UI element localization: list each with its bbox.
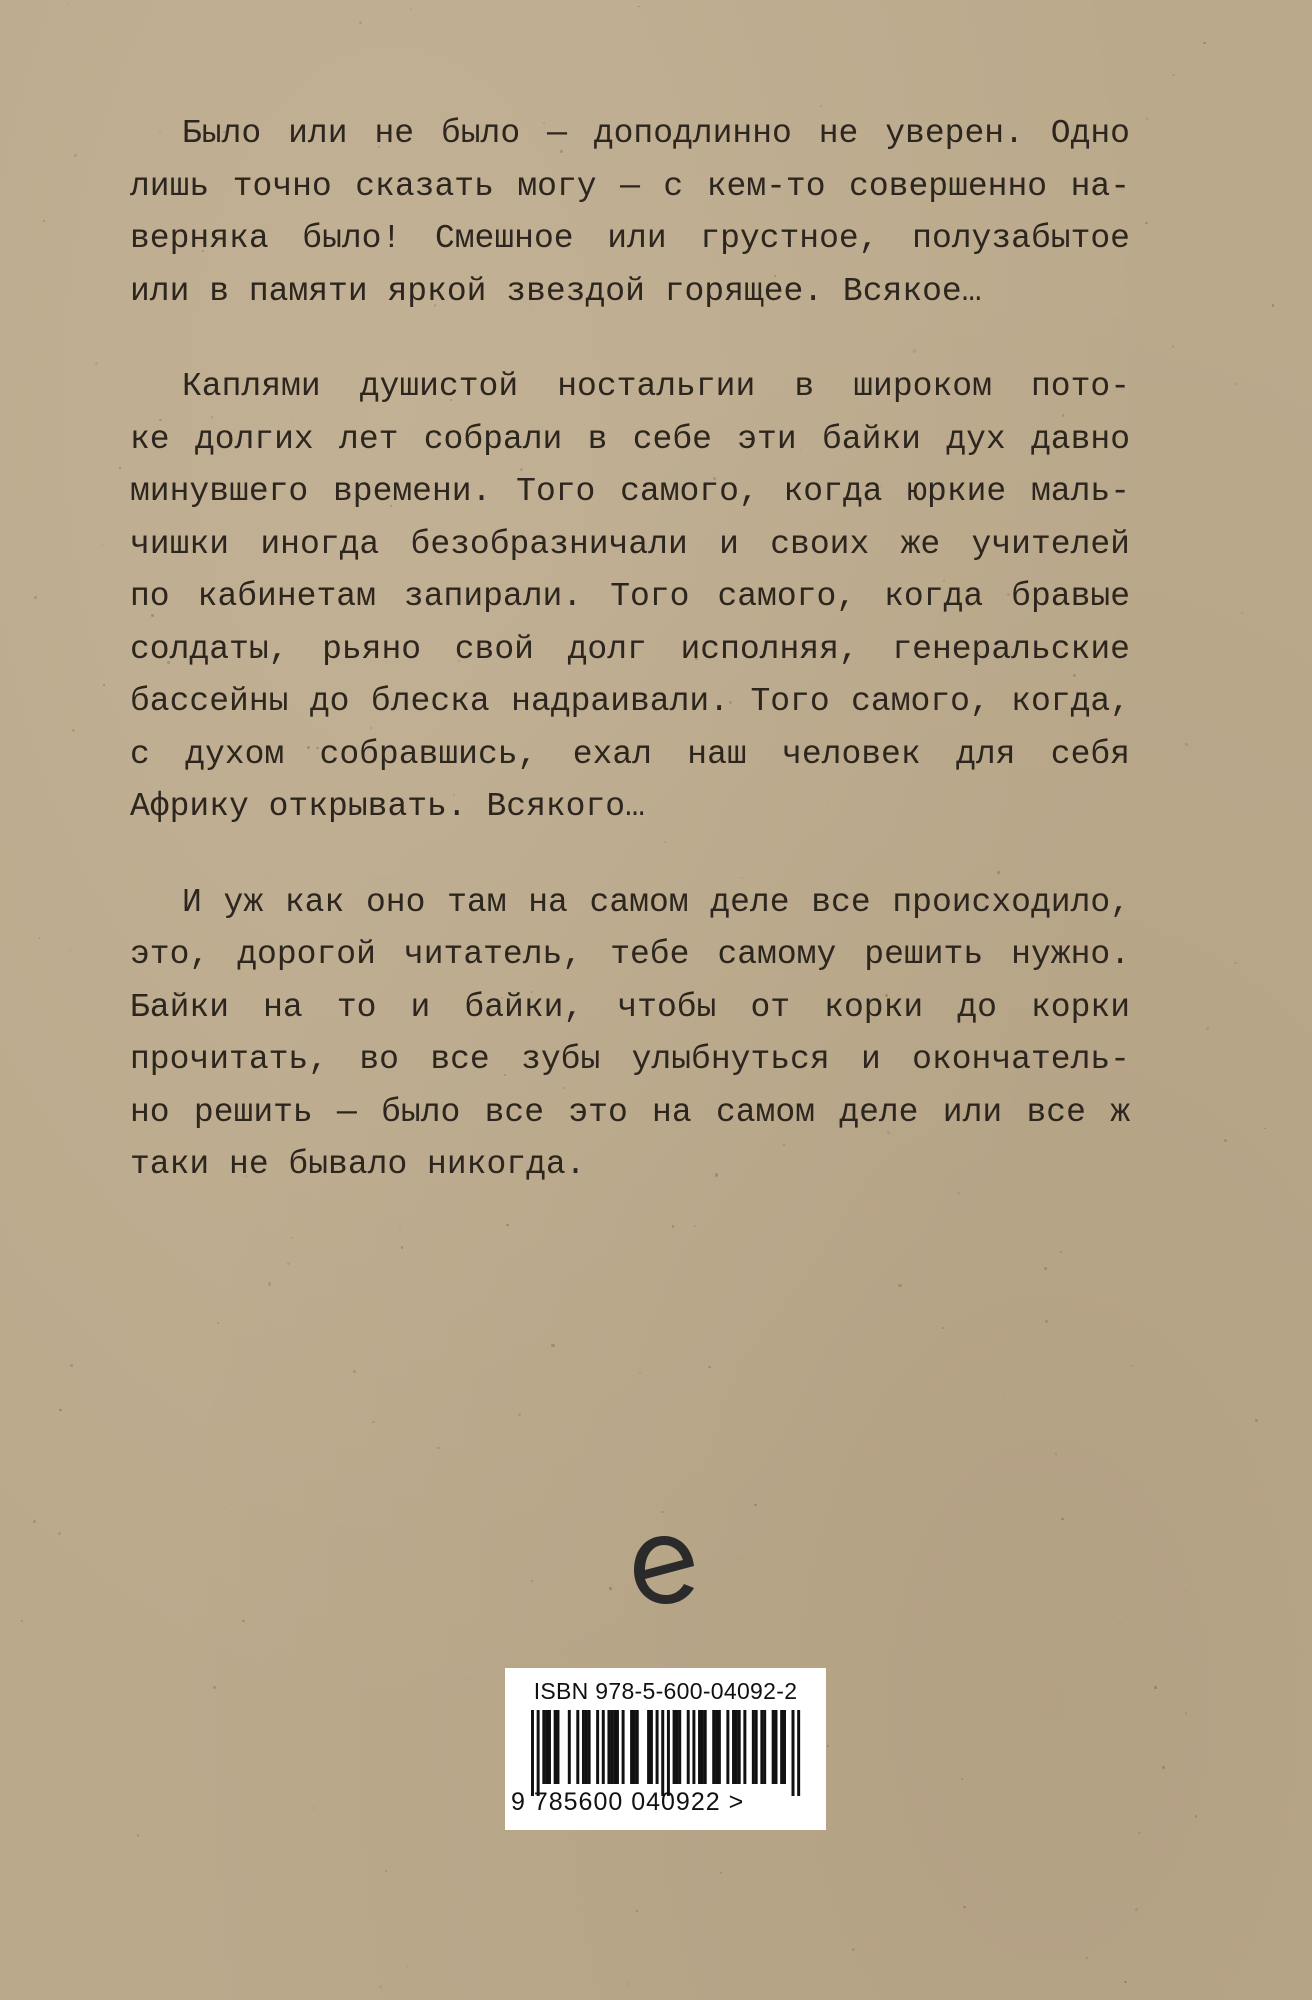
- barcode-bar: [633, 1710, 636, 1784]
- paper-speck: [58, 187, 59, 188]
- paper-speck: [34, 596, 37, 599]
- paper-speck: [359, 21, 362, 24]
- barcode-bar: [678, 1710, 681, 1784]
- barcode-bar: [715, 1710, 718, 1784]
- paper-speck: [1146, 117, 1149, 120]
- paper-speck: [551, 1344, 554, 1347]
- paper-speck: [401, 1246, 404, 1249]
- paper-speck: [898, 1782, 899, 1783]
- barcode-bar: [698, 1710, 701, 1784]
- barcode-bar: [630, 1710, 633, 1784]
- text-line: по кабинетам запирали. Того самого, когда бравые: [130, 578, 1130, 615]
- barcode-bar: [797, 1710, 800, 1796]
- barcode-bar: [675, 1710, 678, 1784]
- paper-speck: [852, 1948, 855, 1951]
- barcode-bar: [704, 1710, 707, 1784]
- paper-speck: [898, 1284, 901, 1287]
- paper-speck: [963, 1906, 966, 1909]
- barcode-bar: [554, 1710, 557, 1784]
- paper-speck: [1055, 1453, 1057, 1455]
- barcode-bar: [545, 1710, 548, 1784]
- paper-speck: [1224, 1139, 1227, 1142]
- barcode-bar: [613, 1710, 616, 1784]
- text-line: Байки на то и байки, чтобы от корки до корки: [130, 988, 1130, 1026]
- text-line: Африку открывать. Всякого…: [130, 788, 645, 825]
- paper-speck: [1154, 1686, 1157, 1689]
- blurb-paragraph-3: [130, 877, 1130, 1192]
- barcode-bar: [647, 1710, 650, 1784]
- text-line: но решить — было все это на самом деле или все ж: [130, 1093, 1130, 1131]
- barcode-bar: [610, 1710, 613, 1784]
- barcode-bar: [673, 1710, 676, 1784]
- barcode-bar: [622, 1710, 625, 1784]
- text-line: таки не бывало никогда.: [130, 1146, 586, 1183]
- barcode-bar: [656, 1710, 659, 1784]
- barcode-bar: [568, 1710, 571, 1784]
- text-line: с духом собравшись, ехал наш человек для себя: [130, 735, 1130, 773]
- eksmo-logo-icon: [628, 1530, 700, 1610]
- barcode-bars: [519, 1710, 812, 1796]
- paper-speck: [661, 1511, 663, 1513]
- barcode-bar: [780, 1710, 783, 1784]
- blurb-text: [130, 108, 1130, 1235]
- barcode-bar: [667, 1710, 670, 1796]
- barcode-bar: [548, 1710, 551, 1784]
- paper-speck: [95, 362, 98, 365]
- barcode-bar: [732, 1710, 735, 1784]
- barcode-bar: [692, 1710, 695, 1784]
- paper-speck: [1206, 1027, 1208, 1029]
- text-line: солдаты, рьяно свой долг исполняя, генеральские: [130, 630, 1130, 668]
- barcode-bar: [772, 1710, 775, 1784]
- text-line: это, дорогой читатель, тебе самому решить нужно.: [130, 936, 1130, 973]
- barcode-bar: [735, 1710, 738, 1784]
- barcode-bar: [752, 1710, 755, 1784]
- paper-speck: [1272, 304, 1275, 307]
- barcode-bar: [585, 1710, 588, 1784]
- paper-speck: [1077, 1818, 1078, 1819]
- paper-speck: [1203, 42, 1205, 44]
- paper-speck: [636, 1910, 638, 1912]
- barcode-bar: [687, 1710, 690, 1784]
- paper-speck: [70, 1364, 73, 1367]
- barcode-bar: [738, 1710, 741, 1784]
- barcode-bar: [650, 1710, 653, 1784]
- paper-speck: [72, 729, 75, 732]
- blurb-paragraph-2: [130, 361, 1130, 834]
- barcode-bar: [531, 1710, 534, 1796]
- barcode-bar: [661, 1710, 664, 1796]
- barcode-bar: [588, 1710, 591, 1784]
- paper-speck: [103, 684, 105, 686]
- paper-speck: [820, 105, 822, 107]
- text-line: ке долгих лет собрали в себе эти байки дух давно: [130, 420, 1130, 458]
- barcode-bar: [636, 1710, 639, 1784]
- barcode-bar: [616, 1710, 619, 1784]
- paper-speck: [372, 1421, 375, 1424]
- barcode-number: 9 785600 040922 >: [511, 1788, 745, 1816]
- paper-speck: [1172, 345, 1175, 348]
- barcode: [505, 1668, 826, 1830]
- text-line: прочитать, во все зубы улыбнуться и окончатель-: [130, 1041, 1130, 1078]
- barcode-bar: [760, 1710, 763, 1784]
- text-line: минувшего времени. Того самого, когда юркие маль-: [130, 473, 1130, 510]
- text-line: лишь точно сказать могу — с кем-то совершенно на-: [130, 167, 1130, 205]
- paper-speck: [217, 1322, 219, 1324]
- barcode-bar: [718, 1710, 721, 1784]
- barcode-bar: [792, 1710, 795, 1796]
- barcode-bar: [775, 1710, 778, 1784]
- barcode-bar: [582, 1710, 585, 1784]
- barcode-bar: [783, 1710, 786, 1784]
- blurb-paragraph-1: [130, 108, 1130, 318]
- barcode-bar: [596, 1710, 599, 1784]
- paper-speck: [43, 220, 45, 222]
- paper-speck: [638, 6, 639, 7]
- paper-speck: [741, 1558, 742, 1559]
- paper-speck: [69, 950, 70, 951]
- barcode-bar: [576, 1710, 579, 1784]
- paper-speck: [1264, 1128, 1265, 1129]
- barcode-bar: [542, 1710, 545, 1784]
- barcode-bar: [556, 1710, 559, 1784]
- text-line: бассейны до блеска надраивали. Того самого, когда,: [130, 683, 1130, 720]
- barcode-bar: [701, 1710, 704, 1784]
- barcode-bar: [726, 1710, 729, 1784]
- paper-speck: [242, 1620, 245, 1623]
- barcode-bar: [602, 1710, 605, 1784]
- barcode-bar: [763, 1710, 766, 1784]
- paper-speck: [353, 1370, 356, 1373]
- text-line: или в памяти яркой звездой горящее. Всякое…: [130, 272, 982, 310]
- barcode-bar: [755, 1710, 758, 1784]
- barcode-bar: [743, 1710, 746, 1784]
- barcode-bar: [607, 1710, 610, 1784]
- text-line: Каплями душистой ностальгии в широком пото-: [182, 368, 1130, 405]
- paper-speck: [518, 1413, 521, 1416]
- text-line: Было или не было — доподлинно не уверен. Одно: [182, 115, 1130, 152]
- paper-speck: [1202, 577, 1203, 578]
- paper-speck: [1185, 1712, 1188, 1715]
- paper-speck: [827, 1745, 829, 1747]
- text-line: И уж как оно там на самом деле все происходило,: [182, 883, 1130, 921]
- paper-speck: [385, 1870, 387, 1872]
- paper-speck: [74, 154, 77, 157]
- isbn-label: ISBN 978-5-600-04092-2: [533, 1678, 798, 1704]
- barcode-bar: [537, 1710, 540, 1796]
- text-line: чишки иногда безобразничали и своих же учителей: [130, 525, 1130, 563]
- barcode-bar: [712, 1710, 715, 1784]
- text-line: верняка было! Смешное или грустное, полузабытое: [130, 220, 1130, 257]
